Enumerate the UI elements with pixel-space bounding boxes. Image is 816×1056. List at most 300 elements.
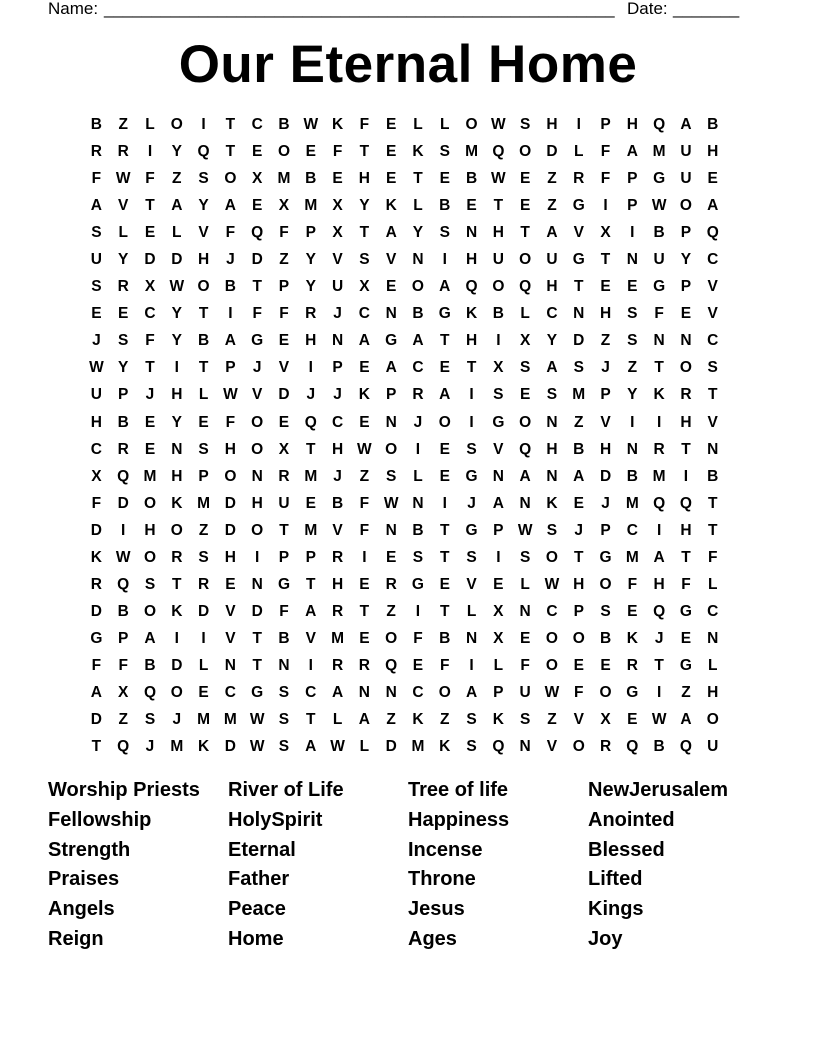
grid-cell: R <box>90 143 102 161</box>
grid-cell: E <box>144 224 156 242</box>
grid-cell: O <box>465 116 478 133</box>
grid-cell: T <box>359 143 370 161</box>
grid-cell: R <box>599 738 612 756</box>
grid-cell: T <box>172 575 182 593</box>
grid-cell: J <box>333 305 342 323</box>
grid-cell: E <box>385 170 397 188</box>
grid-cell: I <box>201 629 206 647</box>
grid-cell: Q <box>492 738 505 756</box>
grid-cell: O <box>706 711 719 729</box>
grid-cell: F <box>279 602 289 620</box>
word-list-item: Peace <box>228 898 286 921</box>
grid-cell: P <box>118 386 129 404</box>
grid-cell: O <box>170 116 183 133</box>
grid-cell: H <box>546 278 558 296</box>
grid-cell: U <box>90 251 102 269</box>
grid-cell: A <box>305 738 317 756</box>
grid-cell: O <box>572 629 585 647</box>
grid-cell: S <box>627 305 638 323</box>
grid-cell: Q <box>465 278 478 296</box>
grid-cell: T <box>279 521 289 539</box>
grid-cell: L <box>413 197 423 215</box>
grid-cell: N <box>546 467 558 485</box>
grid-cell: W <box>115 170 131 188</box>
grid-cell: S <box>519 548 531 566</box>
grid-cell: E <box>680 305 692 323</box>
grid-cell: F <box>520 656 530 674</box>
grid-cell: K <box>653 386 665 404</box>
grid-cell: T <box>654 656 664 674</box>
grid-cell: D <box>224 738 236 756</box>
grid-cell: A <box>653 548 665 566</box>
grid-cell: N <box>358 683 370 701</box>
word-list-item: Fellowship <box>48 808 152 831</box>
grid-cell: L <box>440 116 450 133</box>
grid-cell: F <box>332 143 343 161</box>
grid-cell: P <box>278 278 290 296</box>
grid-cell: B <box>278 116 290 133</box>
grid-cell: B <box>144 656 156 674</box>
grid-cell: M <box>304 521 318 539</box>
grid-cell: S <box>91 278 102 296</box>
grid-cell: T <box>440 521 450 539</box>
grid-cell: F <box>654 305 664 323</box>
grid-cell: L <box>493 656 504 674</box>
grid-cell: Z <box>547 170 557 188</box>
grid-cell: I <box>656 521 662 539</box>
grid-cell: V <box>332 251 343 269</box>
grid-cell: N <box>546 413 558 431</box>
grid-cell: U <box>492 251 504 269</box>
grid-cell: C <box>251 116 263 133</box>
grid-cell: T <box>681 440 691 458</box>
grid-cell: Z <box>681 683 691 701</box>
grid-cell: G <box>572 197 585 215</box>
grid-cell: E <box>600 656 611 674</box>
grid-cell: B <box>278 629 290 647</box>
grid-cell: H <box>251 494 263 512</box>
grid-cell: D <box>251 251 263 269</box>
grid-cell: E <box>439 467 450 485</box>
grid-cell: I <box>174 359 179 377</box>
grid-cell: T <box>574 278 584 296</box>
grid-cell: L <box>574 143 584 161</box>
grid-cell: O <box>679 197 692 215</box>
grid-cell: O <box>545 656 558 674</box>
grid-cell: K <box>90 548 102 566</box>
grid-cell: D <box>90 711 102 729</box>
grid-cell: L <box>172 224 182 242</box>
grid-cell: V <box>252 386 263 404</box>
grid-cell: G <box>653 170 666 188</box>
grid-cell: S <box>519 711 531 729</box>
grid-cell: Q <box>492 143 505 161</box>
grid-cell: O <box>143 602 157 620</box>
grid-cell: H <box>224 440 236 458</box>
grid-cell: R <box>117 143 129 161</box>
grid-cell: R <box>653 440 665 458</box>
grid-cell: S <box>278 711 290 729</box>
grid-cell: I <box>121 521 126 539</box>
grid-cell: O <box>277 143 290 161</box>
grid-cell: X <box>493 629 504 647</box>
word-list-item: Lifted <box>588 868 643 891</box>
grid-cell: L <box>118 224 128 242</box>
grid-cell: B <box>224 278 236 296</box>
word-list-item: Kings <box>588 898 644 921</box>
grid-cell: W <box>249 711 265 729</box>
grid-cell: L <box>707 656 718 674</box>
grid-cell: D <box>385 738 397 756</box>
grid-cell: S <box>91 224 102 242</box>
grid-cell: T <box>654 359 664 377</box>
grid-cell: S <box>439 224 450 242</box>
grid-cell: T <box>145 359 155 377</box>
grid-cell: W <box>330 738 345 756</box>
grid-cell: I <box>630 224 635 242</box>
grid-cell: V <box>493 440 504 458</box>
grid-cell: H <box>680 521 692 539</box>
grid-cell: H <box>599 440 612 458</box>
grid-cell: Y <box>171 305 182 323</box>
grid-cell: K <box>439 738 451 756</box>
grid-cell: O <box>679 359 692 377</box>
grid-cell: G <box>626 683 639 701</box>
grid-cell: A <box>385 224 397 242</box>
grid-cell: B <box>653 738 665 756</box>
grid-cell: K <box>412 143 424 161</box>
grid-cell: B <box>626 467 638 485</box>
grid-cell: S <box>198 170 209 188</box>
grid-cell: A <box>171 197 183 215</box>
grid-cell: I <box>362 548 367 566</box>
grid-cell: R <box>117 278 129 296</box>
grid-cell: A <box>412 332 424 350</box>
grid-cell: V <box>225 629 236 647</box>
word-list-item: Tree of life <box>408 779 509 801</box>
grid-cell: J <box>92 332 101 350</box>
grid-cell: Y <box>171 332 182 350</box>
word-list-item: Incense <box>408 838 483 861</box>
grid-cell: E <box>385 143 397 161</box>
name-blank: ______________________________________________________ <box>104 0 615 18</box>
grid-cell: Y <box>412 224 424 242</box>
grid-cell: E <box>707 170 718 188</box>
grid-cell: G <box>465 467 478 485</box>
grid-cell: V <box>707 413 718 431</box>
grid-cell: U <box>680 143 692 161</box>
grid-cell: G <box>411 575 424 593</box>
grid-cell: G <box>251 332 264 350</box>
grid-cell: Y <box>198 197 209 215</box>
grid-cell: A <box>465 683 478 701</box>
grid-cell: I <box>201 116 206 133</box>
grid-cell: P <box>493 521 504 539</box>
grid-cell: O <box>251 440 264 458</box>
grid-cell: N <box>278 656 290 674</box>
word-list-item: Happiness <box>408 808 510 831</box>
grid-cell: N <box>465 629 478 647</box>
grid-cell: Q <box>653 602 666 620</box>
grid-cell: E <box>439 170 450 188</box>
grid-cell: V <box>707 305 718 323</box>
grid-cell: E <box>600 278 611 296</box>
grid-cell: W <box>491 116 506 133</box>
date-label: Date: <box>627 0 668 18</box>
grid-cell: V <box>707 278 718 296</box>
grid-cell: Q <box>679 494 692 512</box>
grid-cell: L <box>332 711 343 729</box>
grid-cell: B <box>197 332 210 350</box>
grid-cell: T <box>440 332 450 350</box>
grid-cell: Q <box>679 738 692 756</box>
grid-cell: V <box>385 251 397 269</box>
grid-cell: E <box>359 575 370 593</box>
grid-cell: I <box>496 332 501 350</box>
grid-cell: H <box>492 224 504 242</box>
grid-cell: J <box>172 711 182 729</box>
grid-cell: P <box>305 548 316 566</box>
grid-cell: C <box>546 602 558 620</box>
grid-cell: T <box>198 359 209 377</box>
grid-cell: T <box>574 548 584 566</box>
grid-cell: A <box>331 683 344 701</box>
grid-cell: E <box>412 656 424 674</box>
grid-cell: R <box>278 467 290 485</box>
grid-cell: C <box>90 440 102 458</box>
grid-cell: E <box>519 197 531 215</box>
grid-cell: A <box>519 467 531 485</box>
grid-cell: N <box>385 521 397 539</box>
grid-cell: E <box>278 413 290 431</box>
grid-cell: H <box>546 440 558 458</box>
grid-cell: R <box>90 575 102 593</box>
grid-cell: A <box>224 332 236 350</box>
grid-cell: P <box>118 629 129 647</box>
grid-cell: Q <box>653 494 666 512</box>
grid-cell: D <box>599 467 612 485</box>
grid-cell: D <box>251 602 263 620</box>
grid-cell: P <box>627 197 638 215</box>
grid-cell: Z <box>574 413 584 431</box>
grid-cell: T <box>707 521 718 539</box>
grid-cell: F <box>91 170 102 188</box>
grid-cell: S <box>519 116 531 133</box>
grid-cell: H <box>653 575 665 593</box>
grid-cell: W <box>115 548 131 566</box>
grid-cell: M <box>304 467 318 485</box>
grid-cell: C <box>707 602 719 620</box>
grid-cell: A <box>680 116 692 133</box>
grid-cell: I <box>255 548 260 566</box>
grid-cell: O <box>251 521 264 539</box>
grid-cell: O <box>545 548 558 566</box>
grid-cell: A <box>90 197 102 215</box>
grid-cell: E <box>359 413 370 431</box>
grid-cell: E <box>144 440 156 458</box>
grid-cell: N <box>519 494 531 512</box>
grid-cell: F <box>681 575 691 593</box>
grid-cell: O <box>385 629 398 647</box>
grid-cell: O <box>438 413 451 431</box>
grid-cell: V <box>198 224 209 242</box>
grid-cell: B <box>412 521 424 539</box>
grid-cell: R <box>412 386 424 404</box>
grid-cell: Z <box>627 359 638 377</box>
grid-cell: I <box>576 116 581 133</box>
grid-cell: N <box>385 305 397 323</box>
grid-cell: Q <box>519 278 532 296</box>
grid-cell: K <box>546 494 558 512</box>
grid-cell: D <box>224 521 236 539</box>
grid-cell: V <box>118 197 129 215</box>
grid-cell: O <box>411 278 424 296</box>
grid-cell: O <box>170 683 183 701</box>
grid-cell: N <box>224 656 236 674</box>
grid-cell: E <box>91 305 102 323</box>
name-label: Name: <box>48 0 99 18</box>
grid-cell: T <box>91 738 102 756</box>
grid-cell: P <box>573 602 584 620</box>
grid-cell: T <box>252 656 262 674</box>
grid-cell: B <box>465 170 478 188</box>
grid-cell: F <box>91 494 102 512</box>
grid-cell: K <box>331 116 344 133</box>
grid-cell: M <box>197 494 211 512</box>
grid-cell: K <box>171 602 183 620</box>
grid-cell: P <box>600 116 611 133</box>
grid-cell: E <box>198 413 209 431</box>
grid-cell: K <box>385 197 397 215</box>
word-list-item: Praises <box>48 868 120 891</box>
grid-cell: I <box>656 683 662 701</box>
grid-cell: O <box>519 143 532 161</box>
grid-cell: B <box>707 116 719 133</box>
grid-cell: F <box>440 656 450 674</box>
grid-cell: P <box>385 386 397 404</box>
grid-cell: C <box>144 305 156 323</box>
grid-cell: T <box>707 386 718 404</box>
grid-cell: T <box>520 224 530 242</box>
grid-cell: L <box>413 467 423 485</box>
grid-cell: Y <box>305 251 316 269</box>
grid-cell: C <box>305 683 317 701</box>
grid-cell: Q <box>385 656 398 674</box>
grid-cell: K <box>492 711 504 729</box>
grid-cell: F <box>600 143 611 161</box>
grid-cell: E <box>118 305 129 323</box>
grid-cell: X <box>332 197 343 215</box>
grid-cell: E <box>519 170 531 188</box>
grid-cell: I <box>496 548 501 566</box>
grid-cell: G <box>438 305 451 323</box>
grid-cell: W <box>544 575 560 593</box>
grid-cell: D <box>171 656 183 674</box>
grid-cell: D <box>90 602 102 620</box>
grid-cell: J <box>333 467 342 485</box>
word-list <box>48 776 768 955</box>
grid-cell: C <box>412 359 424 377</box>
grid-cell: T <box>306 440 316 458</box>
grid-cell: X <box>493 602 504 620</box>
grid-cell: S <box>707 359 718 377</box>
grid-cell: T <box>145 197 155 215</box>
grid-cell: T <box>600 251 611 269</box>
grid-cell: M <box>652 467 666 485</box>
grid-cell: L <box>707 575 718 593</box>
grid-cell: Q <box>706 224 719 242</box>
grid-cell: S <box>573 359 584 377</box>
grid-cell: J <box>654 629 664 647</box>
grid-cell: E <box>385 548 397 566</box>
grid-cell: B <box>599 629 612 647</box>
grid-cell: A <box>90 683 102 701</box>
grid-cell: A <box>546 359 558 377</box>
grid-cell: E <box>627 278 638 296</box>
grid-cell: J <box>306 386 316 404</box>
grid-cell: O <box>224 467 237 485</box>
grid-cell: K <box>358 386 370 404</box>
grid-cell: H <box>465 251 478 269</box>
grid-cell: Q <box>626 738 639 756</box>
grid-cell: Y <box>171 413 182 431</box>
grid-cell: M <box>197 711 211 729</box>
grid-cell: Q <box>251 224 264 242</box>
grid-cell: B <box>492 305 504 323</box>
grid-cell: Y <box>118 251 129 269</box>
grid-cell: A <box>358 711 370 729</box>
grid-cell: W <box>249 738 265 756</box>
grid-cell: U <box>707 738 719 756</box>
grid-cell: O <box>197 278 210 296</box>
grid-cell: Q <box>117 575 130 593</box>
grid-cell: Q <box>653 116 666 133</box>
grid-cell: W <box>169 278 185 296</box>
grid-cell: B <box>707 467 719 485</box>
grid-cell: X <box>519 332 531 350</box>
grid-cell: M <box>411 738 425 756</box>
grid-cell: C <box>546 305 558 323</box>
grid-cell: F <box>413 629 423 647</box>
grid-cell: E <box>385 116 397 133</box>
grid-cell: G <box>465 521 478 539</box>
grid-cell: G <box>572 251 585 269</box>
grid-cell: M <box>304 197 318 215</box>
grid-cell: F <box>600 170 611 188</box>
grid-cell: Z <box>118 116 128 133</box>
grid-cell: I <box>630 413 635 431</box>
grid-cell: N <box>492 467 504 485</box>
grid-cell: S <box>278 683 290 701</box>
grid-cell: L <box>413 116 423 133</box>
grid-cell: B <box>439 629 451 647</box>
grid-cell: B <box>90 116 102 133</box>
grid-cell: S <box>466 711 477 729</box>
grid-cell: O <box>224 170 237 188</box>
grid-cell: E <box>680 629 692 647</box>
grid-cell: Q <box>143 683 157 701</box>
grid-cell: N <box>626 251 638 269</box>
grid-cell: G <box>653 278 666 296</box>
grid-cell: Y <box>171 143 182 161</box>
grid-cell: S <box>198 548 209 566</box>
grid-cell: A <box>305 602 317 620</box>
grid-cell: B <box>117 413 129 431</box>
grid-cell: V <box>305 629 316 647</box>
grid-cell: U <box>331 278 344 296</box>
grid-cell: W <box>517 521 533 539</box>
grid-cell: R <box>626 656 638 674</box>
